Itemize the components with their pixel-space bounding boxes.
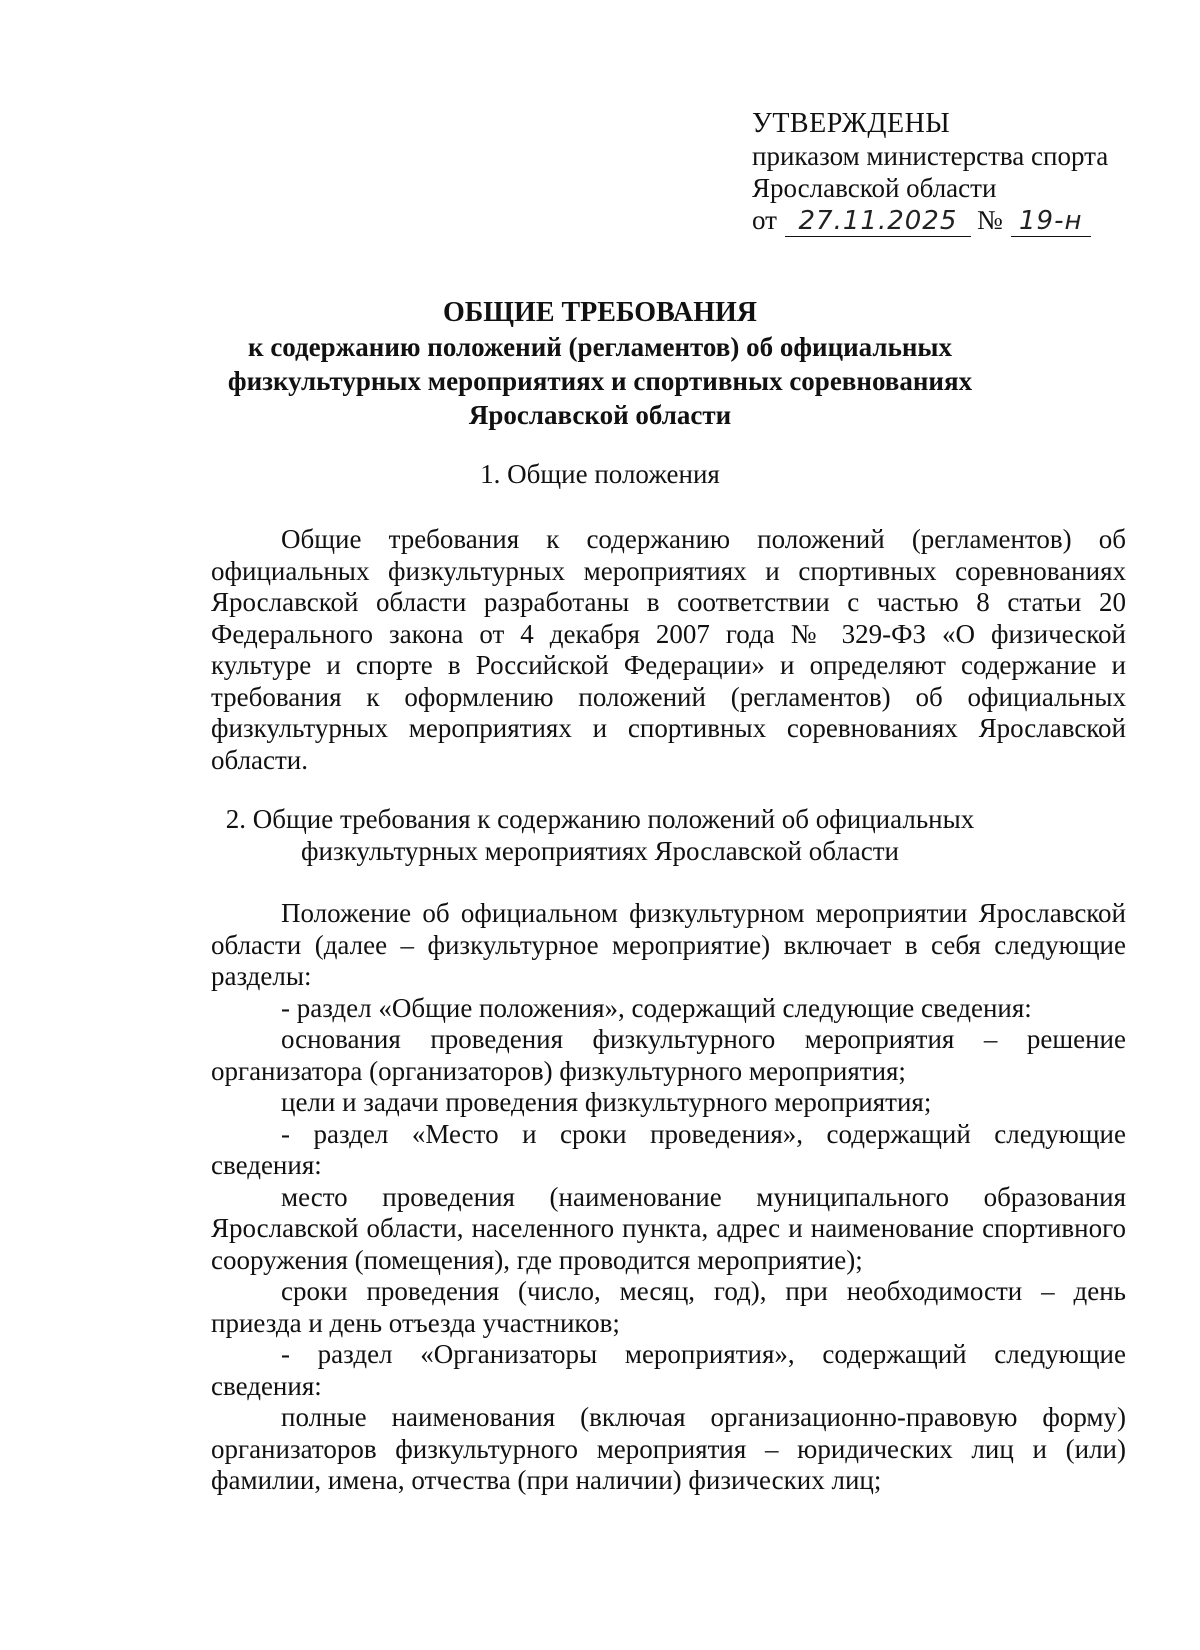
approval-stamp-block (752, 108, 1152, 237)
handwritten-date: 27.11.2025 (785, 206, 971, 237)
section-1-heading: 1. Общие положения (480, 459, 720, 489)
section-1-body (211, 524, 1126, 776)
paragraph: основания проведения физкультурного мероприятия – решение организатора (организаторов) физкультурного мероприятия; (211, 1024, 1126, 1086)
section-2-body (211, 898, 1126, 1497)
approval-order-line: приказом министерства спорта (752, 141, 1109, 171)
paragraph: место проведения (наименование муниципального образования Ярославской области, населенного пункта, адрес и наименование спортивного сооружения (помещения), где проводится мероприятие); (211, 1181, 1126, 1275)
paragraph: сроки проведения (число, месяц, год), при необходимости – день приезда и день отъезда участников; (211, 1276, 1126, 1338)
paragraph: - раздел «Место и сроки проведения», содержащий следующие сведения: (211, 1118, 1126, 1180)
section-2-heading-line-2: физкультурных мероприятиях Ярославской области (301, 836, 899, 866)
document-title (150, 296, 1050, 432)
section-2-heading-line-1: 2. Общие требования к содержанию положений об официальных (225, 804, 975, 834)
paragraph: полные наименования (включая организационно-правовую форму) организаторов физкультурного мероприятия – юридических лиц и (или) фамилии, имена, отчества (при наличии) физических лиц; (211, 1402, 1126, 1495)
section-1-paragraph: Общие требования к содержанию положений (регламентов) об официальных физкультурных мероприятиях и спортивных соревнованиях Ярославской области разработаны в соответствии с частью 8 статьи 20 Федерального закона от 4 декабря 2007 года № 329-ФЗ «О физической культуре и спорте в Российской Федерации» и определяют содержание и требования к оформлению положений (регламентов) об официальных физкультурных мероприятиях и спортивных соревнованиях Ярославской области. (211, 524, 1126, 775)
paragraph: Положение об официальном физкультурном мероприятии Ярославской области (далее – физкультурное мероприятие) включает в себя следующие разделы: (211, 898, 1126, 991)
approval-title: УТВЕРЖДЕНЫ (752, 108, 951, 139)
paragraph: цели и задачи проведения физкультурного мероприятия; (281, 1087, 932, 1117)
section-2-heading (150, 803, 1050, 867)
approval-number-label: № (976, 205, 1003, 235)
document-title-line-4: Ярославской области (468, 400, 732, 430)
document-title-line-2: к содержанию положений (регламентов) об официальных (248, 332, 952, 362)
paragraph: - раздел «Общие положения», содержащий следующие сведения: (281, 992, 1032, 1023)
document-title-line-3: физкультурных мероприятиях и спортивных соревнованиях (227, 366, 973, 396)
approval-date-number-line (752, 204, 1152, 237)
handwritten-number: 19-н (1011, 206, 1091, 237)
document-title-main: ОБЩИЕ ТРЕБОВАНИЯ (443, 297, 757, 328)
approval-from-label: от (752, 205, 777, 235)
approval-region-line: Ярославской области (752, 173, 997, 203)
paragraph: - раздел «Организаторы мероприятия», содержащий следующие сведения: (211, 1339, 1126, 1401)
